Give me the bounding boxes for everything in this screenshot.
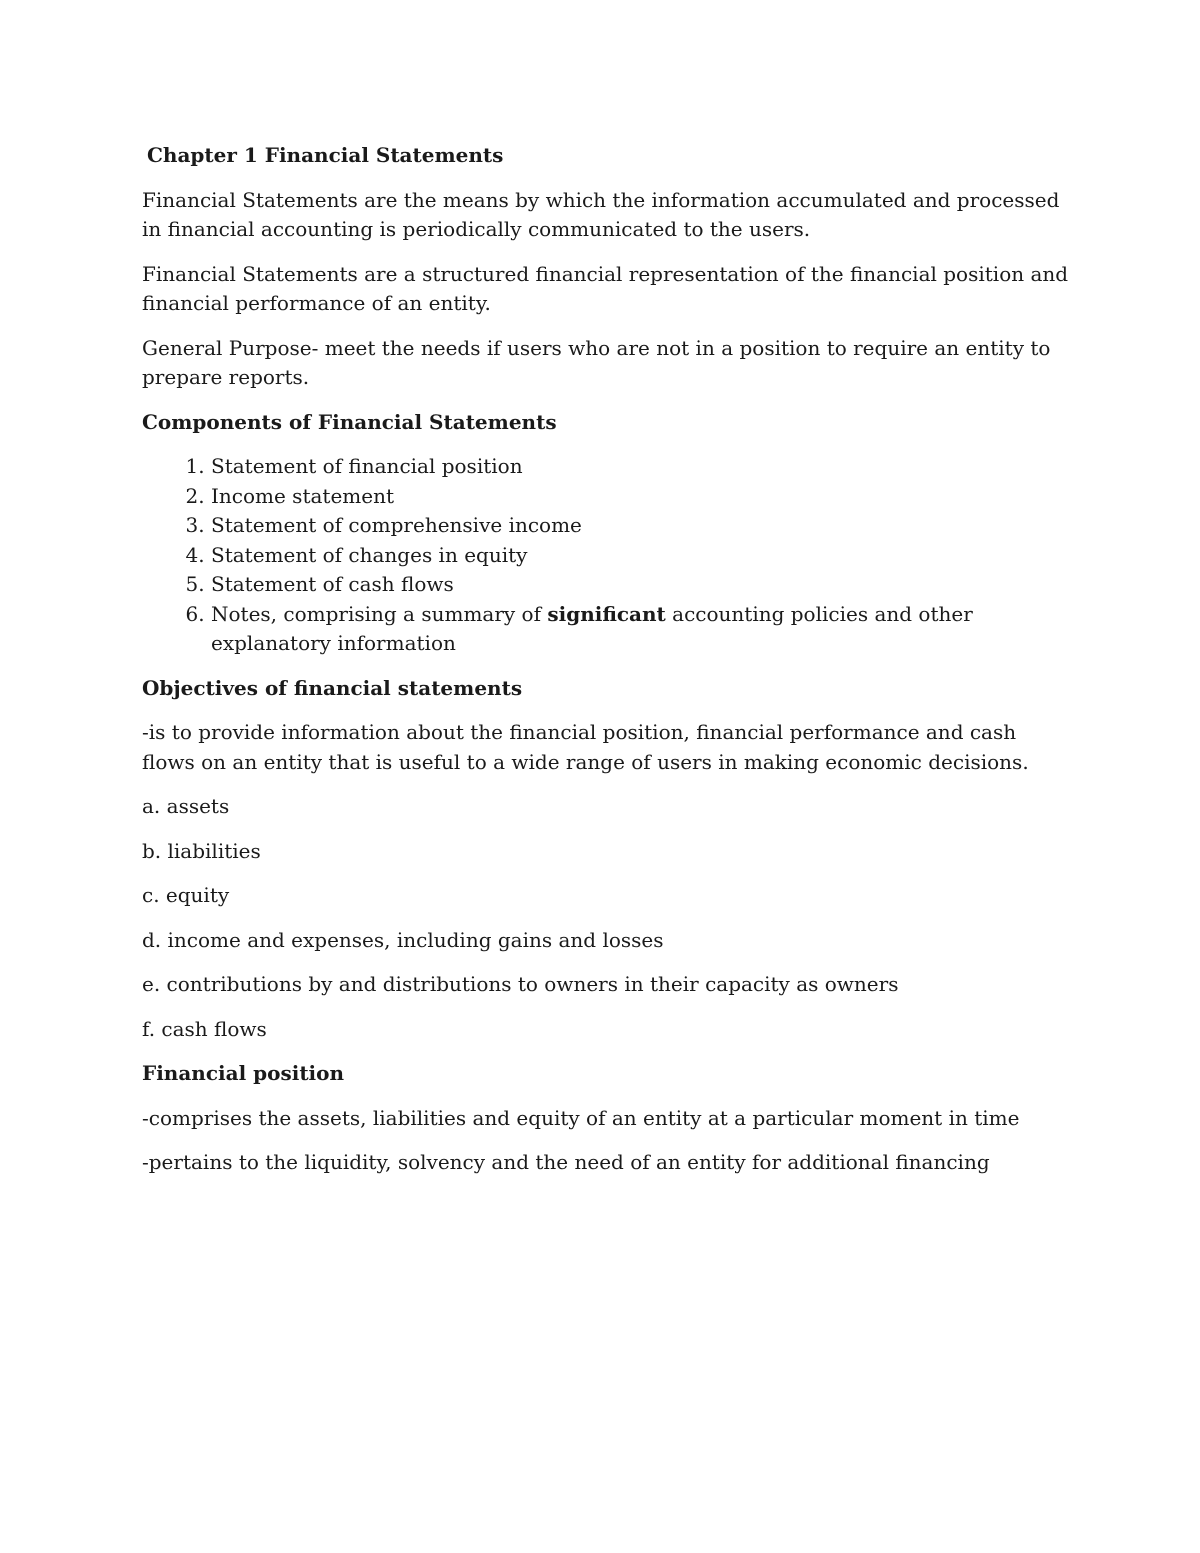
components-list [142,452,1072,659]
list-item: 4. Statement of changes in equity [211,541,1072,571]
document-page [142,141,1072,1193]
list-item: 5. Statement of cash flows [211,570,1072,600]
list-item: 2. Income statement [211,482,1072,512]
objectives-heading: Objectives of financial statements [142,675,523,700]
financial-position-line-1: -comprises the assets, liabilities and equity of an entity at a particular moment in time [142,1105,1020,1130]
chapter-title: Chapter 1 Financial Statements [147,143,504,167]
list-item-bold-word: significant [547,601,666,626]
list-item-text-before: Notes, comprising a summary of [211,601,548,626]
objective-item-e: e. contributions by and distributions to owners in their capacity as owners [142,972,899,996]
components-heading: Components of Financial Statements [142,409,557,434]
objective-item-d: d. income and expenses, including gains and losses [142,927,664,952]
financial-position-line-2: -pertains to the liquidity, solvency and the need of an entity for additional financing [142,1150,990,1174]
intro-paragraph-3: General Purpose- meet the needs if users who are not in a position to require an entity to prepare reports. [142,335,1051,389]
objective-item-b: b. liabilities [142,838,261,863]
financial-position-heading: Financial position [142,1061,345,1085]
objectives-description: -is to provide information about the financial position, financial performance and cash flows on an entity that is useful to a wide range of users in making economic decisions. [142,720,1029,774]
list-item: 1. Statement of financial position [211,452,1072,482]
list-item [211,600,1072,659]
intro-paragraph-1: Financial Statements are the means by which the information accumulated and processed in financial accounting is periodically communicated to the users. [142,187,1060,241]
list-item-text-after: accounting policies and other explanatory information [211,601,973,655]
intro-paragraph-2: Financial Statements are a structured financial representation of the financial position and financial performance of an entity. [142,261,1069,315]
list-item: 3. Statement of comprehensive income [211,511,1072,541]
objective-item-c: c. equity [142,883,230,907]
objective-item-f: f. cash flows [142,1016,267,1041]
objective-item-a: a. assets [142,794,230,818]
